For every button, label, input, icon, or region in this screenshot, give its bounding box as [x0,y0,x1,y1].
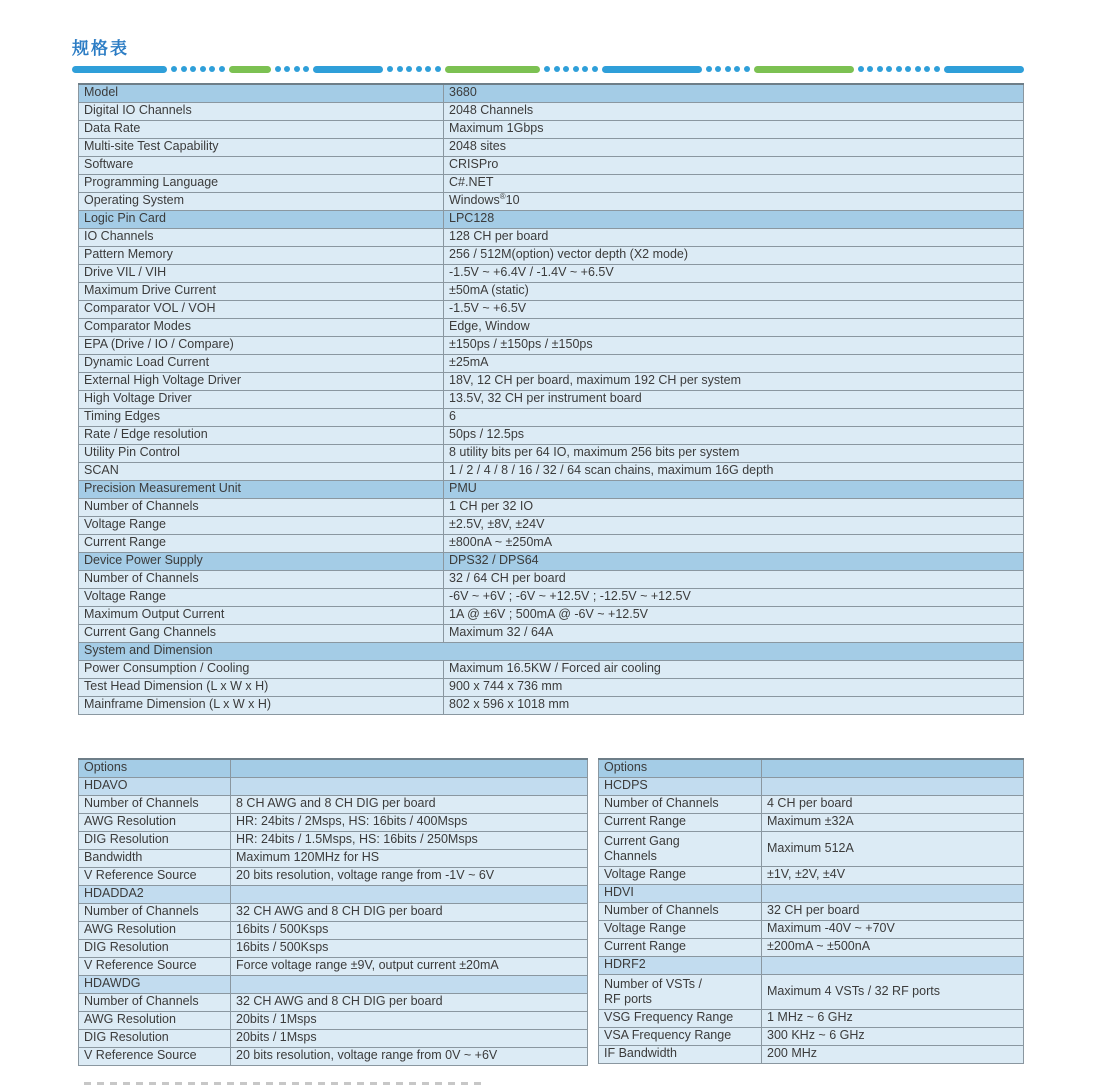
spec-value: 802 x 596 x 1018 mm [444,696,1024,714]
spec-value: 13.5V, 32 CH per instrument board [444,390,1024,408]
spec-value: 32 CH AWG and 8 CH DIG per board [231,993,588,1011]
page-title: 规格表 [72,39,129,58]
spec-value: ±1V, ±2V, ±4V [762,866,1024,884]
section-header-row [79,642,1024,660]
spec-row [79,696,1024,714]
spec-value: 1 MHz ~ 6 GHz [762,1009,1024,1027]
spec-label: Maximum Drive Current [79,282,444,300]
section-header-row [79,777,588,795]
section-header-row [599,956,1024,974]
spec-value: 18V, 12 CH per board, maximum 192 CH per system [444,372,1024,390]
spec-row [79,138,1024,156]
spec-value: Maximum 512A [762,831,1024,866]
spec-label: Number of Channels [79,570,444,588]
divider-dot [303,66,309,72]
spec-label: External High Voltage Driver [79,372,444,390]
spec-value [231,885,588,903]
spec-row [79,444,1024,462]
spec-value: PMU [444,480,1024,498]
spec-label: IF Bandwidth [599,1045,762,1063]
spec-label: AWG Resolution [79,921,231,939]
spec-label: Voltage Range [79,588,444,606]
spec-label: Multi-site Test Capability [79,138,444,156]
divider-bar [313,66,383,73]
spec-value: 200 MHz [762,1045,1024,1063]
divider-dot [219,66,225,72]
spec-value: 8 utility bits per 64 IO, maximum 256 bits per system [444,444,1024,462]
spec-label: V Reference Source [79,1047,231,1065]
spec-row [79,993,588,1011]
section-title: HDRF2 [599,956,762,974]
divider-dot [725,66,731,72]
divider-dot [744,66,750,72]
spec-label: DIG Resolution [79,831,231,849]
options-table-left [78,758,588,1066]
spec-value [762,759,1024,777]
spec-row [79,795,588,813]
spec-label: Number of Channels [79,498,444,516]
spec-value: -1.5V ~ +6.4V / -1.4V ~ +6.5V [444,264,1024,282]
section-title: HDADDA2 [79,885,231,903]
divider-dot [554,66,560,72]
spec-value: Maximum ±32A [762,813,1024,831]
spec-row [79,849,588,867]
spec-label: Number of Channels [79,993,231,1011]
spec-label: Rate / Edge resolution [79,426,444,444]
divider-bar [229,66,271,73]
section-title: Logic Pin Card [79,210,444,228]
spec-label: Operating System [79,192,444,210]
spec-value: 2048 sites [444,138,1024,156]
spec-value: 32 CH AWG and 8 CH DIG per board [231,903,588,921]
spec-value: 20 bits resolution, voltage range from 0V ~ +6V [231,1047,588,1065]
section-title: Model [79,84,444,102]
divider-dot [544,66,550,72]
spec-value: 20bits / 1Msps [231,1011,588,1029]
spec-label: V Reference Source [79,867,231,885]
spec-row [79,606,1024,624]
spec-row [79,390,1024,408]
divider-dot [715,66,721,72]
divider-dot [573,66,579,72]
spec-label: Software [79,156,444,174]
spec-value: LPC128 [444,210,1024,228]
spec-label: DIG Resolution [79,939,231,957]
divider-dots [858,66,940,72]
divider-dot [284,66,290,72]
spec-row [79,1047,588,1065]
spec-value: ±50mA (static) [444,282,1024,300]
spec-value: Maximum 32 / 64A [444,624,1024,642]
divider-dot [181,66,187,72]
spec-label: Test Head Dimension (L x W x H) [79,678,444,696]
section-title: HCDPS [599,777,762,795]
divider-dot [877,66,883,72]
spec-value: 3680 [444,84,1024,102]
spec-row [79,660,1024,678]
section-title: HDVI [599,884,762,902]
spec-row [79,264,1024,282]
spec-label: Power Consumption / Cooling [79,660,444,678]
divider-dots [544,66,598,72]
spec-row [599,1027,1024,1045]
spec-row [79,570,1024,588]
spec-row [79,192,1024,210]
spec-row [79,102,1024,120]
spec-label: EPA (Drive / IO / Compare) [79,336,444,354]
spec-row [79,921,588,939]
divider-dot [397,66,403,72]
divider-bar [445,66,540,73]
divider-dots [275,66,310,72]
divider-dot [886,66,892,72]
spec-label: Comparator Modes [79,318,444,336]
spec-value: ±150ps / ±150ps / ±150ps [444,336,1024,354]
spec-label: Maximum Output Current [79,606,444,624]
spec-value: Maximum -40V ~ +70V [762,920,1024,938]
spec-value: -1.5V ~ +6.5V [444,300,1024,318]
spec-label: Bandwidth [79,849,231,867]
divider-dot [706,66,712,72]
spec-value: 900 x 744 x 736 mm [444,678,1024,696]
spec-value: 2048 Channels [444,102,1024,120]
section-header-row [79,975,588,993]
spec-row [79,624,1024,642]
spec-label: Current Gang Channels [599,831,762,866]
spec-row [79,957,588,975]
spec-label: Current Range [599,938,762,956]
section-title: Options [599,759,762,777]
spec-row [599,1009,1024,1027]
spec-value [231,759,588,777]
spec-row [599,920,1024,938]
divider-dot [867,66,873,72]
spec-row [79,1011,588,1029]
spec-label: Number of Channels [79,795,231,813]
spec-value: HR: 24bits / 1.5Msps, HS: 16bits / 250Msps [231,831,588,849]
divider-dots [706,66,750,72]
section-header-row [79,480,1024,498]
spec-value: Maximum 4 VSTs / 32 RF ports [762,974,1024,1009]
spec-value: C#.NET [444,174,1024,192]
spec-row [79,462,1024,480]
divider-bar [72,66,167,73]
spec-row [599,795,1024,813]
divider-dot [416,66,422,72]
divider-dot [563,66,569,72]
spec-row [79,282,1024,300]
spec-label: Pattern Memory [79,246,444,264]
spec-label: Current Range [599,813,762,831]
spec-row [79,408,1024,426]
spec-value: 20 bits resolution, voltage range from -1V ~ 6V [231,867,588,885]
spec-label: Mainframe Dimension (L x W x H) [79,696,444,714]
spec-value: 32 / 64 CH per board [444,570,1024,588]
spec-value: Maximum 1Gbps [444,120,1024,138]
spec-value [762,777,1024,795]
divider-dot [200,66,206,72]
spec-value: ±2.5V, ±8V, ±24V [444,516,1024,534]
divider-dot [190,66,196,72]
spec-label: Number of VSTs / RF ports [599,974,762,1009]
spec-value: 16bits / 500Ksps [231,939,588,957]
spec-value: 1 / 2 / 4 / 8 / 16 / 32 / 64 scan chains, maximum 16G depth [444,462,1024,480]
decorative-divider [72,65,1024,73]
spec-row [79,1029,588,1047]
divider-dot [924,66,930,72]
spec-row [79,867,588,885]
spec-row [79,831,588,849]
spec-value: Maximum 16.5KW / Forced air cooling [444,660,1024,678]
spec-label: Number of Channels [599,902,762,920]
spec-label: AWG Resolution [79,813,231,831]
divider-dot [294,66,300,72]
spec-value: 6 [444,408,1024,426]
spec-value: 32 CH per board [762,902,1024,920]
section-title: Device Power Supply [79,552,444,570]
divider-dot [734,66,740,72]
divider-dot [387,66,393,72]
divider-dot [275,66,281,72]
spec-value [762,956,1024,974]
divider-bar [602,66,702,73]
spec-value [231,777,588,795]
spec-label: V Reference Source [79,957,231,975]
section-header-row [79,84,1024,102]
spec-row [79,300,1024,318]
spec-value: 8 CH AWG and 8 CH DIG per board [231,795,588,813]
spec-value: CRISPro [444,156,1024,174]
options-table-right [598,758,1024,1064]
spec-row [599,902,1024,920]
spec-row [599,831,1024,866]
spec-row [599,974,1024,1009]
spec-value: 20bits / 1Msps [231,1029,588,1047]
spec-label: Voltage Range [599,866,762,884]
spec-row [79,903,588,921]
spec-value: ±800nA ~ ±250mA [444,534,1024,552]
spec-value: 300 KHz ~ 6 GHz [762,1027,1024,1045]
divider-dot [934,66,940,72]
section-title: HDAVO [79,777,231,795]
spec-row [79,228,1024,246]
spec-row [599,866,1024,884]
divider-dots [387,66,441,72]
section-title: Precision Measurement Unit [79,480,444,498]
section-header-row [599,884,1024,902]
spec-value: 128 CH per board [444,228,1024,246]
section-title: HDAWDG [79,975,231,993]
spec-row [79,678,1024,696]
spec-row [599,813,1024,831]
spec-value: Force voltage range ±9V, output current ±20mA [231,957,588,975]
spec-row [79,498,1024,516]
spec-value: Edge, Window [444,318,1024,336]
spec-label: Voltage Range [599,920,762,938]
cut-off-footnote-text [84,1082,484,1087]
spec-label: Number of Channels [599,795,762,813]
spec-row [79,354,1024,372]
spec-value: 4 CH per board [762,795,1024,813]
spec-label: IO Channels [79,228,444,246]
section-title: Options [79,759,231,777]
spec-label: Utility Pin Control [79,444,444,462]
section-header-row [79,552,1024,570]
section-header-row [79,759,588,777]
divider-dot [425,66,431,72]
spec-row [79,372,1024,390]
divider-dot [915,66,921,72]
spec-value: ±25mA [444,354,1024,372]
divider-dot [209,66,215,72]
spec-row [79,534,1024,552]
divider-dot [406,66,412,72]
divider-dot [858,66,864,72]
spec-label: VSA Frequency Range [599,1027,762,1045]
spec-row [79,939,588,957]
divider-dot [592,66,598,72]
spec-value: HR: 24bits / 2Msps, HS: 16bits / 400Msps [231,813,588,831]
divider-dot [171,66,177,72]
spec-value [231,975,588,993]
spec-row [79,156,1024,174]
divider-bar [754,66,854,73]
spec-row [79,174,1024,192]
section-header-row [599,759,1024,777]
spec-label: High Voltage Driver [79,390,444,408]
divider-dot [435,66,441,72]
spec-label: Drive VIL / VIH [79,264,444,282]
spec-row [79,120,1024,138]
spec-row [79,426,1024,444]
spec-value: Maximum 120MHz for HS [231,849,588,867]
spec-label: Current Range [79,534,444,552]
spec-label: DIG Resolution [79,1029,231,1047]
section-title: System and Dimension [79,642,1024,660]
spec-row [79,336,1024,354]
spec-value: -6V ~ +6V ; -6V ~ +12.5V ; -12.5V ~ +12.5V [444,588,1024,606]
spec-label: AWG Resolution [79,1011,231,1029]
spec-row [599,1045,1024,1063]
spec-value: 16bits / 500Ksps [231,921,588,939]
spec-label: Comparator VOL / VOH [79,300,444,318]
divider-dot [896,66,902,72]
spec-label: Number of Channels [79,903,231,921]
spec-value: Windows®10 [444,192,1024,210]
spec-label: Digital IO Channels [79,102,444,120]
section-header-row [599,777,1024,795]
divider-bar [944,66,1024,73]
spec-row [79,516,1024,534]
spec-value: ±200mA ~ ±500nA [762,938,1024,956]
spec-row [79,246,1024,264]
divider-dot [905,66,911,72]
spec-row [79,318,1024,336]
spec-row [79,813,588,831]
spec-value [762,884,1024,902]
spec-label: Voltage Range [79,516,444,534]
spec-label: Timing Edges [79,408,444,426]
spec-label: VSG Frequency Range [599,1009,762,1027]
spec-label: Current Gang Channels [79,624,444,642]
spec-value: 1A @ ±6V ; 500mA @ -6V ~ +12.5V [444,606,1024,624]
section-header-row [79,885,588,903]
spec-value: 1 CH per 32 IO [444,498,1024,516]
spec-label: Programming Language [79,174,444,192]
section-header-row [79,210,1024,228]
spec-value: 50ps / 12.5ps [444,426,1024,444]
spec-row [599,938,1024,956]
spec-value: DPS32 / DPS64 [444,552,1024,570]
main-spec-table [78,83,1024,715]
spec-value: 256 / 512M(option) vector depth (X2 mode) [444,246,1024,264]
spec-label: Dynamic Load Current [79,354,444,372]
spec-row [79,588,1024,606]
spec-label: SCAN [79,462,444,480]
spec-label: Data Rate [79,120,444,138]
divider-dot [582,66,588,72]
divider-dots [171,66,225,72]
